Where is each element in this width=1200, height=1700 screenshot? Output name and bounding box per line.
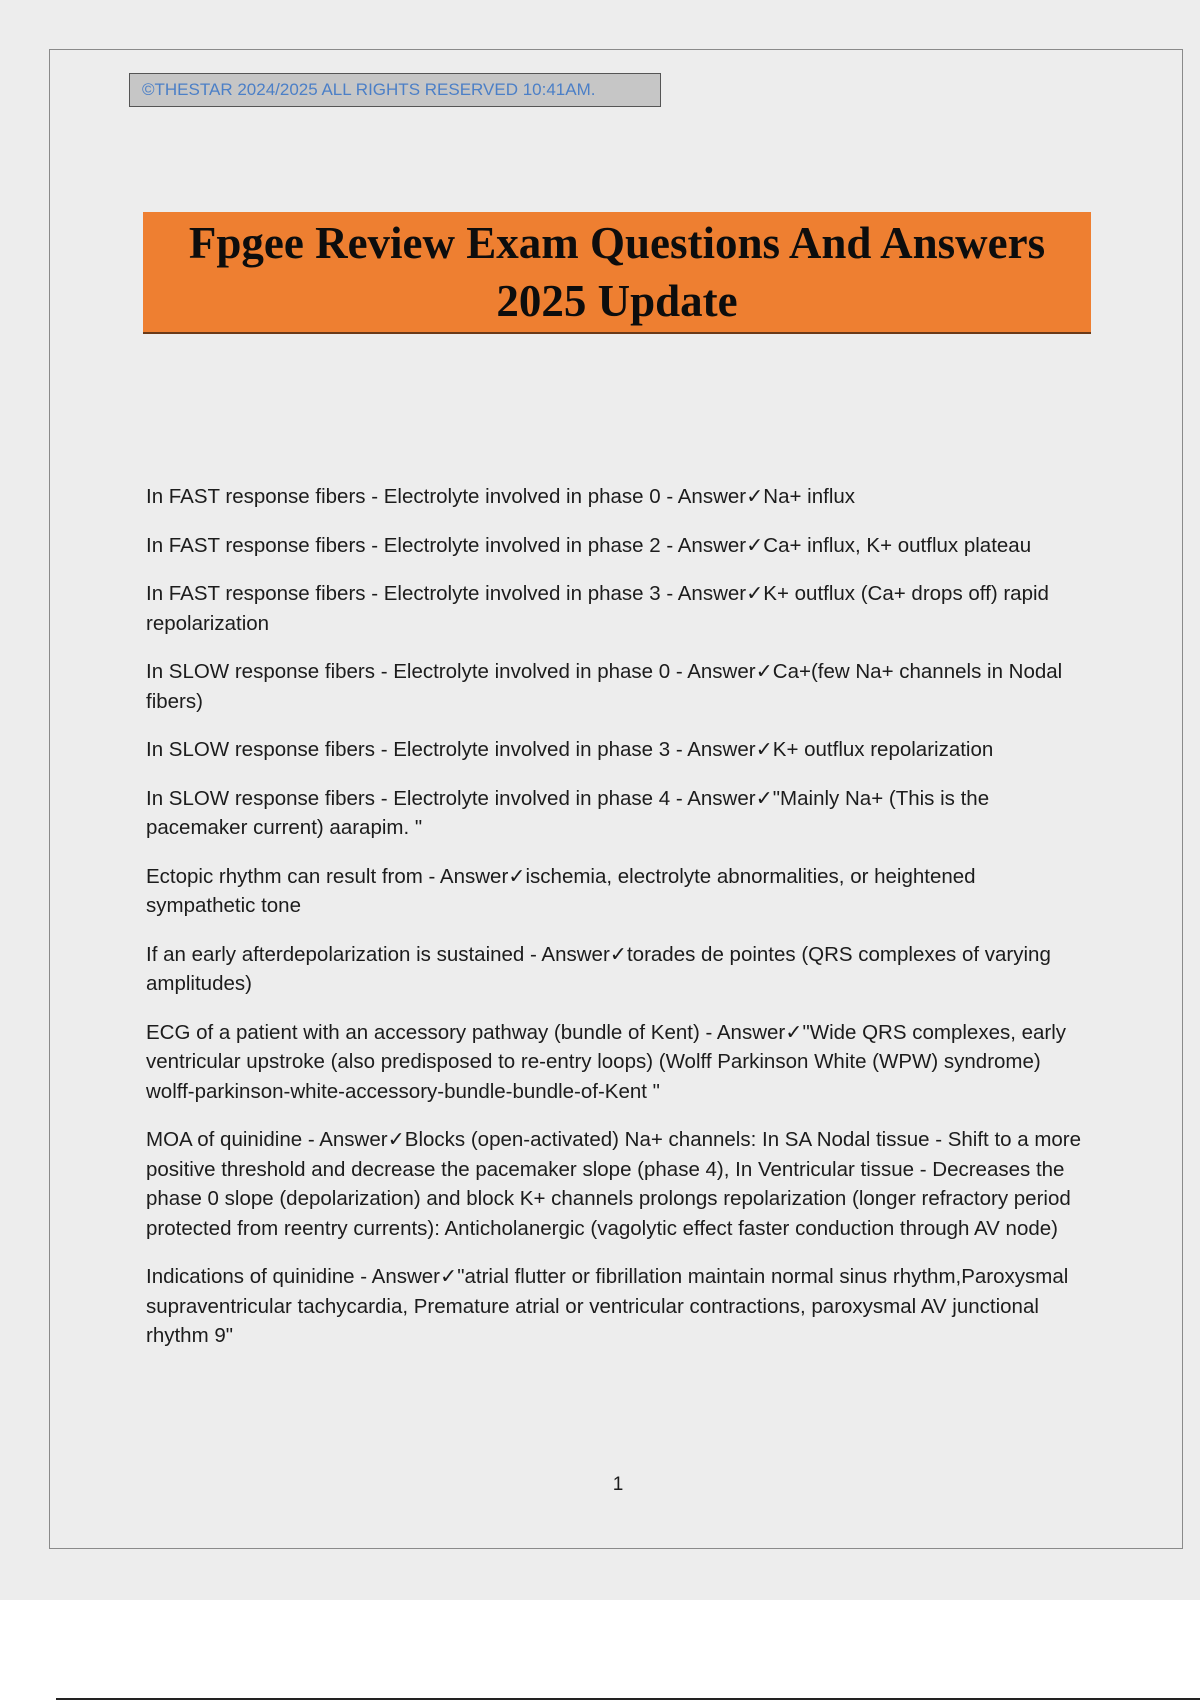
question-text: ECG of a patient with an accessory pathway (bundle of Kent) - Answer: [146, 1020, 786, 1044]
answer-text: Na+ influx: [763, 485, 856, 508]
answer-text: K+ outflux repolarization: [772, 738, 994, 761]
qa-item: [146, 862, 1086, 921]
qa-item: [146, 735, 1086, 765]
check-mark-icon: ✓: [440, 1264, 458, 1288]
question-text: In FAST response fibers - Electrolyte involved in phase 3 - Answer: [146, 582, 747, 605]
check-mark-icon: ✓: [609, 941, 627, 966]
question-text: MOA of quinidine - Answer: [146, 1128, 388, 1151]
question-text: In FAST response fibers - Electrolyte involved in phase 0 - Answer: [146, 485, 747, 508]
qa-item: [146, 579, 1086, 638]
copyright-text: ©THESTAR 2024/2025 ALL RIGHTS RESERVED 10:41AM.: [142, 80, 596, 99]
qa-item: [146, 1262, 1086, 1351]
check-mark-icon: ✓: [387, 1127, 405, 1151]
title-banner: [143, 212, 1091, 334]
copyright-notice: [129, 73, 661, 107]
qa-item: [146, 657, 1086, 716]
check-mark-icon: ✓: [746, 484, 764, 508]
page-title-line-1: Fpgee Review Exam Questions And Answers: [188, 218, 1046, 268]
check-mark-icon: ✓: [755, 659, 773, 683]
question-text: In SLOW response fibers - Electrolyte involved in phase 0 - Answer: [146, 660, 756, 683]
answer-text: Blocks (open-activated) Na+ channels: In SA Nodal tissue - Shift to a more positive threshold and decrease the pacemaker slope (phase 4), In Ventricular tissue - Decreases the phase 0 slope (depolarization) and block K+ channels prolongs repolarization (longer refractory period protected from reentry currents): Anticholanergic (vagolytic effect faster conduction through AV node): [146, 1128, 1082, 1240]
qa-item: [146, 531, 1086, 561]
qa-item: [146, 940, 1086, 999]
question-text: Indications of quinidine - Answer: [146, 1265, 441, 1288]
page-number: 1: [612, 1474, 624, 1495]
qa-item: [146, 1018, 1086, 1107]
question-text: Ectopic rhythm can result from - Answer: [146, 864, 509, 888]
question-text: In SLOW response fibers - Electrolyte involved in phase 3 - Answer: [146, 738, 756, 761]
check-mark-icon: ✓: [508, 863, 526, 888]
question-text: In FAST response fibers - Electrolyte involved in phase 2 - Answer: [146, 533, 747, 557]
answer-text: Ca+ influx, K+ outflux plateau: [763, 533, 1032, 557]
qa-item: [146, 1125, 1086, 1243]
question-text: If an early afterdepolarization is sustained - Answer: [146, 942, 610, 966]
qa-list: [146, 482, 1086, 1370]
answer-text: "Mainly Na+ (This is the pacemaker current) aarapim. ": [146, 786, 990, 839]
check-mark-icon: ✓: [755, 785, 773, 810]
answer-text: torades de pointes (QRS complexes of varying amplitudes): [146, 942, 1051, 995]
check-mark-icon: ✓: [746, 532, 764, 557]
check-mark-icon: ✓: [755, 737, 773, 761]
page-title-line-2: 2025 Update: [496, 276, 738, 326]
answer-text: Ca+(few Na+ channels in Nodal fibers): [146, 660, 1063, 713]
check-mark-icon: ✓: [746, 581, 764, 605]
qa-item: [146, 482, 1086, 512]
check-mark-icon: ✓: [785, 1019, 803, 1044]
question-text: In SLOW response fibers - Electrolyte involved in phase 4 - Answer: [146, 786, 756, 810]
answer-text: ischemia, electrolyte abnormalities, or heightened sympathetic tone: [146, 864, 976, 917]
answer-text: "Wide QRS complexes, early ventricular upstroke (also predisposed to re-entry loops) (Wolff Parkinson White (WPW) syndrome) wolff-parkinson-white-accessory-bundle-bundle-of-Kent ": [146, 1020, 1067, 1103]
qa-item: [146, 784, 1086, 843]
answer-text: K+ outflux (Ca+ drops off) rapid repolarization: [146, 582, 1049, 635]
answer-text: "atrial flutter or fibrillation maintain normal sinus rhythm,Paroxysmal supraventricular tachycardia, Premature atrial or ventricular contractions, paroxysmal AV junctional rhythm 9": [146, 1265, 1069, 1347]
